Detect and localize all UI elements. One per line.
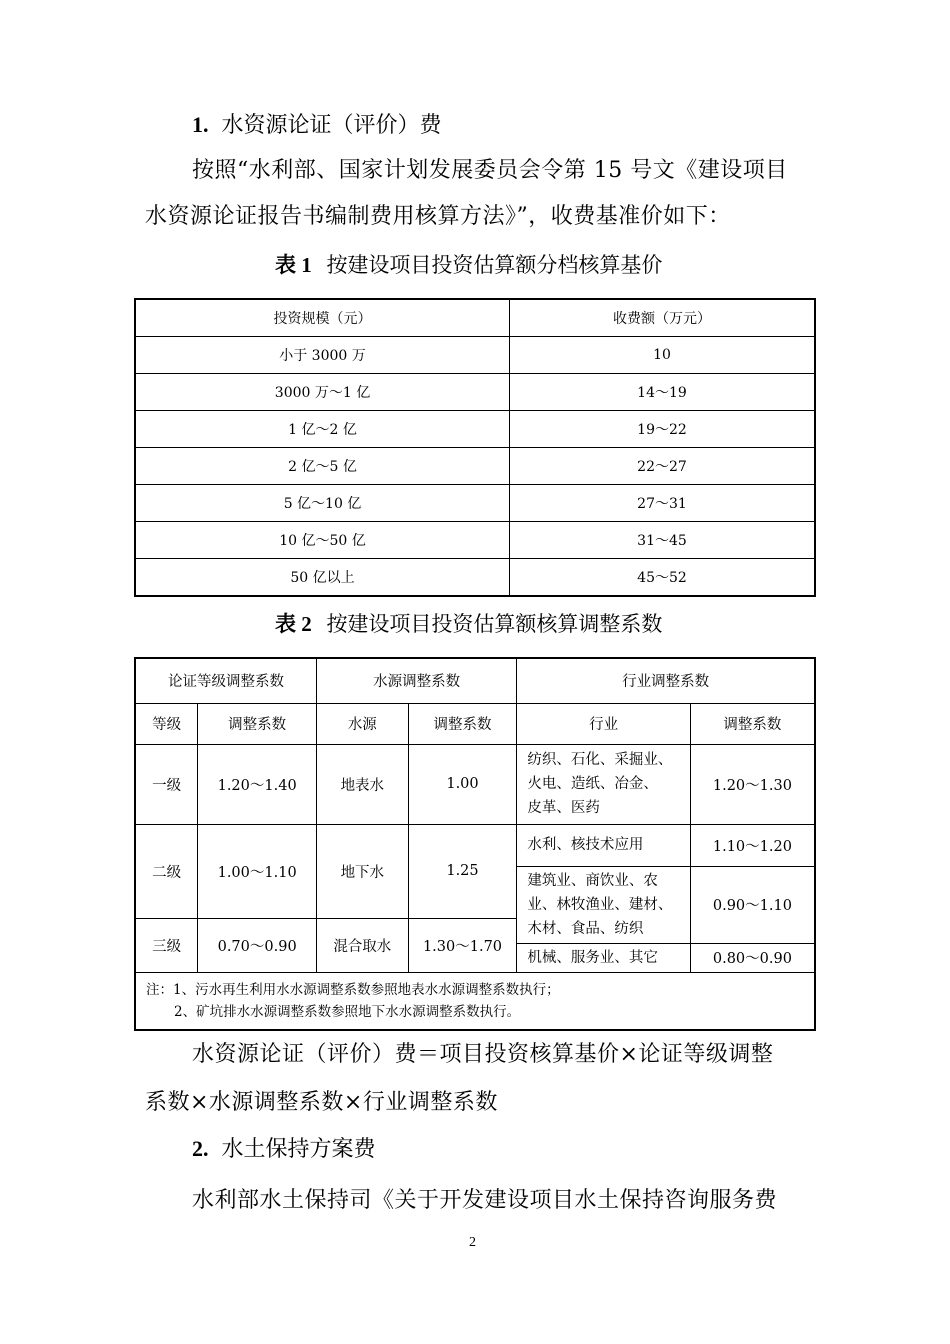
industry-line: 火电、造纸、冶金、 [527,776,658,792]
industry-line: 业、林牧渔业、建材、 [527,896,673,913]
table-2-caption [275,610,662,638]
table-cell: 22～27 [510,448,816,485]
industry-line: 纺织、石化、采掘业、 [527,752,673,768]
header-cell: 收费额（万元） [510,299,816,337]
table-2-caption-number: 表 2 [275,612,312,636]
industry-line: 机械、服务业、其它 [527,949,658,966]
industry-coef-cell: 1.10～1.20 [690,824,815,866]
para-2-line-1: 水利部水土保持司《关于开发建设项目水土保持咨询服务费 [192,1188,778,1213]
table-row [135,411,815,448]
sub-header-cell: 调整系数 [198,703,317,744]
table-row [135,374,815,411]
table-cell: 19～22 [510,411,816,448]
formula-line-2: 系数×水源调整系数×行业调整系数 [145,1090,498,1115]
table-cell: 10 亿～50 亿 [135,522,510,559]
table-row [135,485,815,522]
table-cell: 5 亿～10 亿 [135,485,510,522]
intro-line-1: 按照“水利部、国家计划发展委员会令第 15 号文《建设项目 [192,158,788,183]
industry-line: 皮革、医药 [527,800,600,816]
industry-coef-cell: 0.80～0.90 [690,943,815,972]
section-2-heading [192,1134,376,1165]
level-cell: 二级 [135,824,198,918]
table-row [135,337,815,374]
table-2-caption-text: 按建设项目投资估算额核算调整系数 [326,612,663,636]
industry-coef-cell: 0.90～1.10 [690,866,815,943]
source-cell: 地表水 [316,744,408,824]
industry-cell [517,824,690,866]
notes-cell [135,972,815,1030]
level-coef-cell: 1.00～1.10 [198,824,317,918]
group-header-cell: 水源调整系数 [316,658,516,703]
sub-header-cell: 行业 [517,703,690,744]
industry-line: 木材、食品、纺织 [527,920,644,937]
table-cell: 14～19 [510,374,816,411]
section-1-heading [192,110,442,141]
note-line-2: 2、矿坑排水水源调整系数参照地下水水源调整系数执行。 [174,1003,521,1020]
sub-header-row [135,703,815,744]
section-1-number: 1. [192,112,209,137]
level-coef-cell: 1.20～1.40 [198,744,317,824]
section-1-title: 水资源论证（评价）费 [221,113,442,138]
source-coef-cell: 1.30～1.70 [408,918,517,972]
adjustment-coefficient-table [134,657,816,1031]
table-row [135,522,815,559]
table-cell: 3000 万～1 亿 [135,374,510,411]
industry-line: 水利、核技术应用 [527,837,644,853]
industry-coef-cell: 1.20～1.30 [690,744,815,824]
table-1-caption [275,251,662,279]
sub-header-cell: 水源 [316,703,408,744]
table-cell: 45～52 [510,559,816,597]
level-coef-cell: 0.70～0.90 [198,918,317,972]
page-number: 2 [469,1235,476,1250]
section-2-number: 2. [192,1136,209,1161]
group-header-row [135,658,815,703]
table-cell: 2 亿～5 亿 [135,448,510,485]
table-cell: 1 亿～2 亿 [135,411,510,448]
source-coef-cell: 1.00 [408,744,517,824]
source-cell: 混合取水 [316,918,408,972]
table-header-row [135,299,815,337]
sub-header-cell: 等级 [135,703,198,744]
table-cell: 50 亿以上 [135,559,510,597]
section-2-title: 水土保持方案费 [221,1137,376,1162]
source-coef-cell: 1.25 [408,824,517,918]
industry-cell [517,744,690,824]
industry-line: 建筑业、商饮业、农 [527,872,658,889]
table-cell: 10 [510,337,816,374]
table-cell: 27～31 [510,485,816,522]
table-1-caption-text: 按建设项目投资估算额分档核算基价 [326,253,663,277]
table-cell: 小于 3000 万 [135,337,510,374]
table-row [135,744,815,824]
base-price-table [134,298,816,597]
formula-line-1: 水资源论证（评价）费＝项目投资核算基价×论证等级调整 [192,1042,774,1067]
source-cell: 地下水 [316,824,408,918]
level-cell: 一级 [135,744,198,824]
header-cell: 投资规模（元） [135,299,510,337]
table-cell: 31～45 [510,522,816,559]
group-header-cell: 论证等级调整系数 [135,658,316,703]
notes-row [135,972,815,1030]
intro-line-2: 水资源论证报告书编制费用核算方法》”，收费基准价如下： [145,204,731,229]
table-1-caption-number: 表 1 [275,253,312,277]
table-row [135,824,815,866]
industry-cell [517,943,690,972]
group-header-cell: 行业调整系数 [517,658,815,703]
note-line-1: 注：1、污水再生利用水水源调整系数参照地表水水源调整系数执行； [146,981,560,998]
sub-header-cell: 调整系数 [690,703,815,744]
level-cell: 三级 [135,918,198,972]
industry-cell [517,866,690,943]
table-row [135,448,815,485]
sub-header-cell: 调整系数 [408,703,517,744]
table-row [135,559,815,597]
